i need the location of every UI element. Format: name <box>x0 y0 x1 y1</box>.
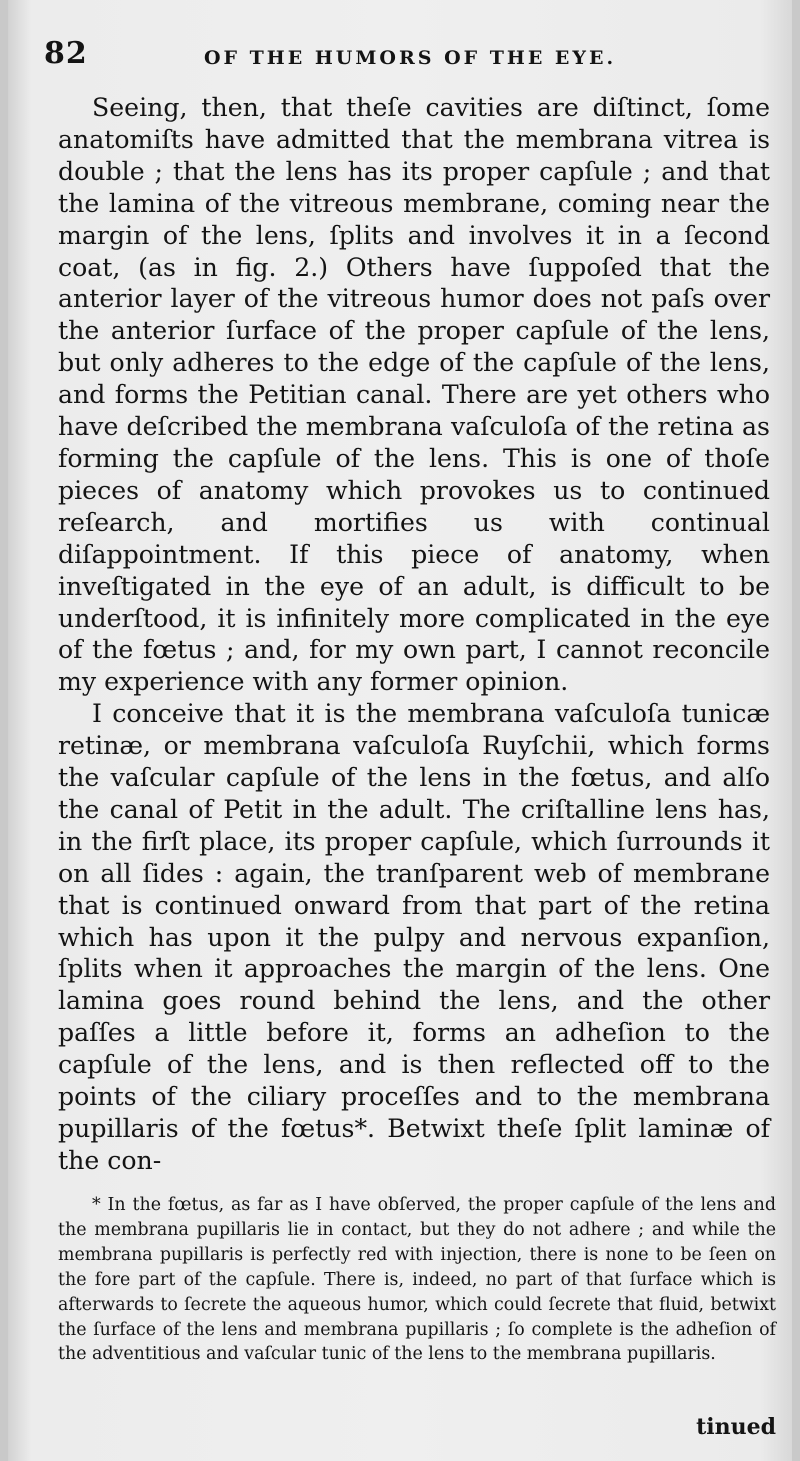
footnote <box>58 1193 776 1367</box>
book-page <box>8 0 792 1461</box>
paragraph: Seeing, then, that theſe cavities are diſtinct, ſome anatomiſts have admitted that the membrana vitrea is double ; that the lens has its proper capſule ; and that the lamina of the vitreous membrane, coming near the margin of the lens, ſplits and involves it in a ſecond coat, (as in fig. 2.) Others have ſuppoſed that the anterior layer of the vitreous humor does not paſs over the anterior ſurface of the proper capſule of the lens, but only adheres to the edge of the capſule of the lens, and forms the Petitian canal. There are yet others who have deſcribed the membrana vaſculoſa of the retina as forming the capſule of the lens. This is one of thoſe pieces of anatomy which provokes us to continued reſearch, and mortifies us with continual diſappointment. If this piece of anatomy, when inveſtigated in the eye of an adult, is difficult to be underſtood, it is infinitely more complicated in the eye of the fœtus ; and, for my own part, I cannot reconcile my experience with any former opinion. <box>58 93 770 697</box>
paragraph: I conceive that it is the membrana vaſculoſa tunicæ retinæ, or membrana vaſculoſa Ruyſchii, which forms the vaſcular capſule of the lens in the fœtus, and alſo the canal of Petit in the adult. The criſtalline lens has, in the firſt place, its proper capſule, which ſurrounds it on all ſides : again, the tranſparent web of membrane that is continued onward from that part of the retina which has upon it the pulpy and nervous expanſion, ſplits when it approaches the margin of the lens. One lamina goes round behind the lens, and the other paſſes a little before it, forms an adheſion to the capſule of the lens, and is then reflected off to the points of the ciliary proceſſes and to the membrana pupillaris of the fœtus*. Betwixt theſe ſplit laminæ of the con- <box>58 699 770 1175</box>
page-header <box>8 36 792 76</box>
page-number: 82 <box>44 36 88 71</box>
catchword: tinued <box>696 1414 776 1440</box>
main-text <box>58 92 770 1177</box>
running-head: OF THE HUMORS OF THE EYE. <box>204 47 617 69</box>
footnote-text: * In the fœtus, as far as I have obſerved, the proper capſule of the lens and the membrana pupillaris lie in contact, but they do not adhere ; and while the membrana pupillaris is perfectly red with injection, there is none to be ſeen on the fore part of the capſule. There is, indeed, no part of that ſurface which is afterwards to ſecrete the aqueous humor, which could ſecrete that fluid, betwixt the ſurface of the lens and membrana pupillaris ; ſo complete is the adheſion of the adventitious and vaſcular tunic of the lens to the membrana pupillaris. <box>58 1195 776 1365</box>
